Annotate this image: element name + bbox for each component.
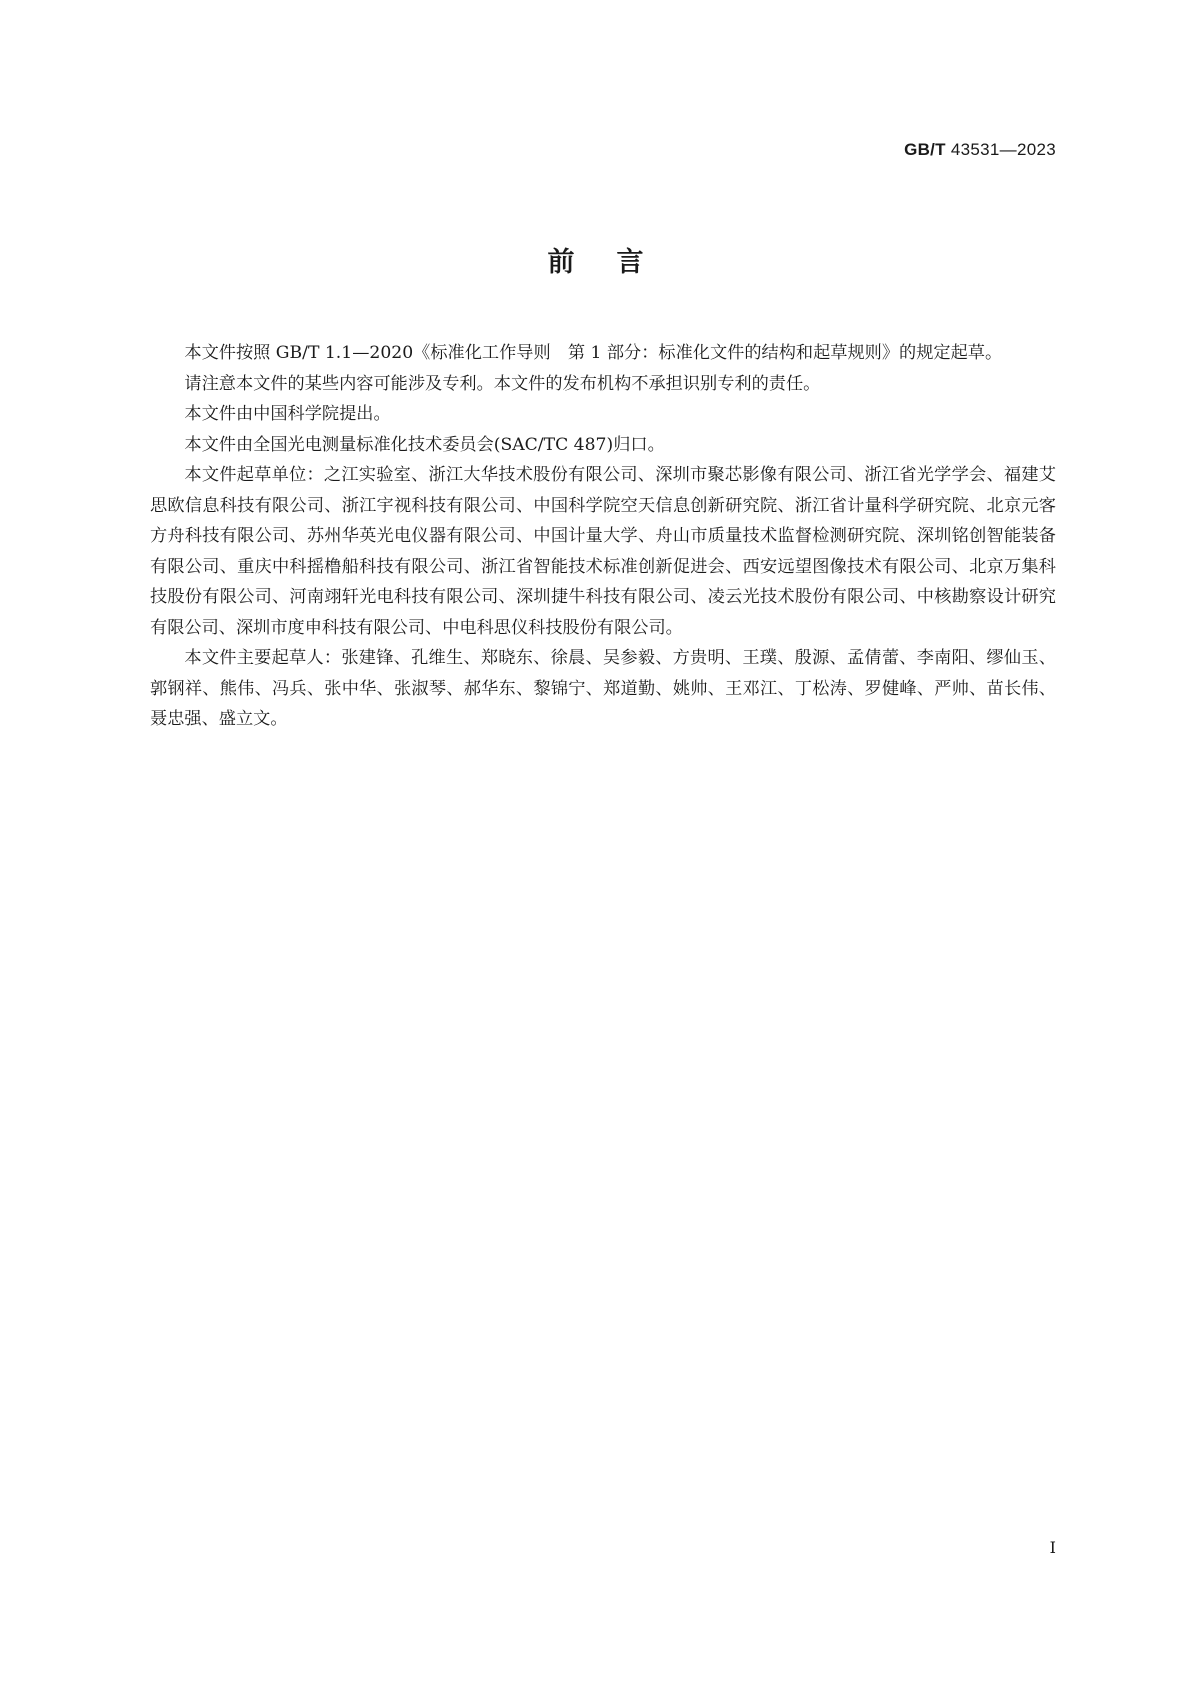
standard-number: 43531—2023 (950, 140, 1056, 159)
standard-prefix: GB/T (904, 140, 946, 159)
standard-code (904, 140, 1056, 160)
page-title: 前言 (547, 247, 686, 278)
paragraph-drafters: 本文件主要起草人：张建锋、孔维生、郑晓东、徐晨、吴参毅、方贵明、王璞、殷源、孟倩蕾、李南阳、缪仙玉、郭钢祥、熊伟、冯兵、张中华、张淑琴、郝华东、黎锦宁、郑道勤、姚帅、王邓江、丁松涛、罗健峰、严帅、苗长伟、聂忠强、盛立文。 (150, 648, 1056, 729)
page-number: I (1049, 1538, 1056, 1557)
paragraph-patent-notice: 请注意本文件的某些内容可能涉及专利。本文件的发布机构不承担识别专利的责任。 (184, 373, 821, 394)
paragraph-proposer: 本文件由中国科学院提出。 (184, 404, 391, 424)
foreword-body (150, 338, 1056, 735)
paragraph-drafting-organizations: 本文件起草单位：之江实验室、浙江大华技术股份有限公司、深圳市聚芯影像有限公司、浙江省光学学会、福建艾思欧信息科技有限公司、浙江宇视科技有限公司、中国科学院空天信息创新研究院、浙江省计量科学研究院、北京元客方舟科技有限公司、苏州华英光电仪器有限公司、中国计量大学、舟山市质量技术监督检测研究院、深圳铭创智能装备有限公司、重庆中科摇橹船科技有限公司、浙江省智能技术标准创新促进会、西安远望图像技术有限公司、北京万集科技股份有限公司、河南翊轩光电科技有限公司、深圳捷牛科技有限公司、凌云光技术股份有限公司、中核勘察设计研究有限公司、深圳市度申科技有限公司、中电科思仪科技股份有限公司。 (150, 465, 1056, 638)
paragraph-responsible-committee: 本文件由全国光电测量标准化技术委员会(SAC/TC 487)归口。 (184, 434, 665, 455)
paragraph-drafting-rules: 本文件按照 GB/T 1.1—2020《标准化工作导则 第 1 部分：标准化文件的结构和起草规则》的规定起草。 (184, 343, 1003, 363)
